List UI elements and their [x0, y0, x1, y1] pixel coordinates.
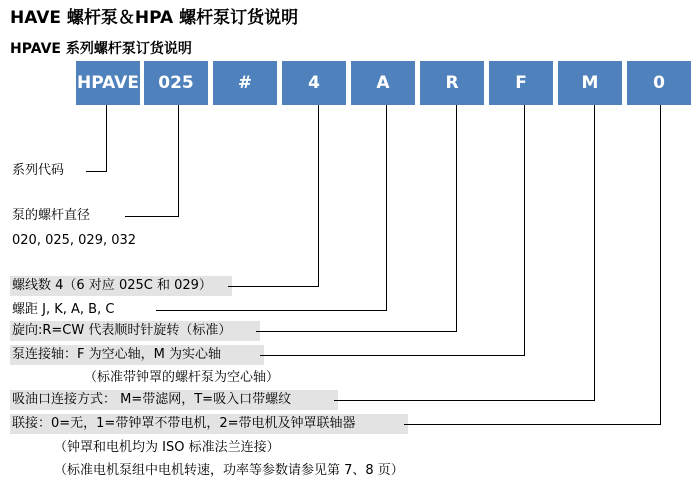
connector-diameter-vertical	[178, 105, 179, 216]
connector-rotation-vertical	[456, 105, 457, 331]
label-thread-count: 螺线数 4（6 对应 025C 和 029）	[10, 276, 232, 296]
code-box-separator: #	[213, 61, 277, 105]
code-box-suction: M	[558, 61, 622, 105]
connector-coupling-horizontal	[404, 424, 661, 425]
label-shaft-note: （标准带钟罩的螺杆泵为空心轴）	[84, 370, 280, 385]
code-box-pitch: A	[351, 61, 415, 105]
label-suction: 吸油口连接方式： M=带滤网，T=吸入口带螺纹	[10, 390, 338, 410]
connector-thread-horizontal	[228, 286, 319, 287]
connector-suction-horizontal	[334, 400, 595, 401]
label-screw-diameter: 泵的螺杆直径	[12, 208, 91, 223]
code-box-shaft: F	[489, 61, 553, 105]
label-coupling-note-1: （钟罩和电机均为 ISO 标准法兰连接）	[54, 440, 280, 455]
connector-suction-vertical	[594, 105, 595, 400]
code-box-diameter: 025	[144, 61, 208, 105]
label-rotation: 旋向:R=CW 代表顺时针旋转（标准）	[10, 321, 260, 341]
code-box-series: HPAVE	[76, 61, 140, 105]
label-shaft: 泵连接轴：F 为空心轴，M 为实心轴	[10, 345, 264, 365]
connector-coupling-vertical	[660, 105, 661, 424]
connector-series-horizontal	[86, 171, 107, 172]
connector-pitch-vertical	[386, 105, 387, 310]
connector-pitch-horizontal	[156, 310, 387, 311]
connector-diameter-horizontal	[125, 216, 179, 217]
page-subtitle: HPAVE 系列螺杆泵订货说明	[10, 41, 192, 57]
code-box-rotation: R	[420, 61, 484, 105]
label-coupling: 联接：0=无，1=带钟罩不带电机，2=带电机及钟罩联轴器	[10, 414, 408, 434]
connector-series-vertical	[106, 105, 107, 171]
label-diameter-values: 020, 025, 029, 032	[12, 233, 137, 248]
code-box-thread-count: 4	[282, 61, 346, 105]
connector-rotation-horizontal	[256, 331, 457, 332]
connector-shaft-vertical	[524, 105, 525, 355]
label-pitch: 螺距 J, K, A, B, C	[12, 302, 115, 317]
connector-thread-vertical	[318, 105, 319, 286]
code-box-coupling: 0	[627, 61, 691, 105]
label-coupling-note-2: （标准电机泵组中电机转速，功率等参数请参见第 7、8 页）	[54, 463, 404, 478]
label-series-code: 系列代码	[12, 163, 65, 178]
page-title: HAVE 螺杆泵＆HPA 螺杆泵订货说明	[10, 8, 299, 28]
connector-shaft-horizontal	[260, 355, 525, 356]
